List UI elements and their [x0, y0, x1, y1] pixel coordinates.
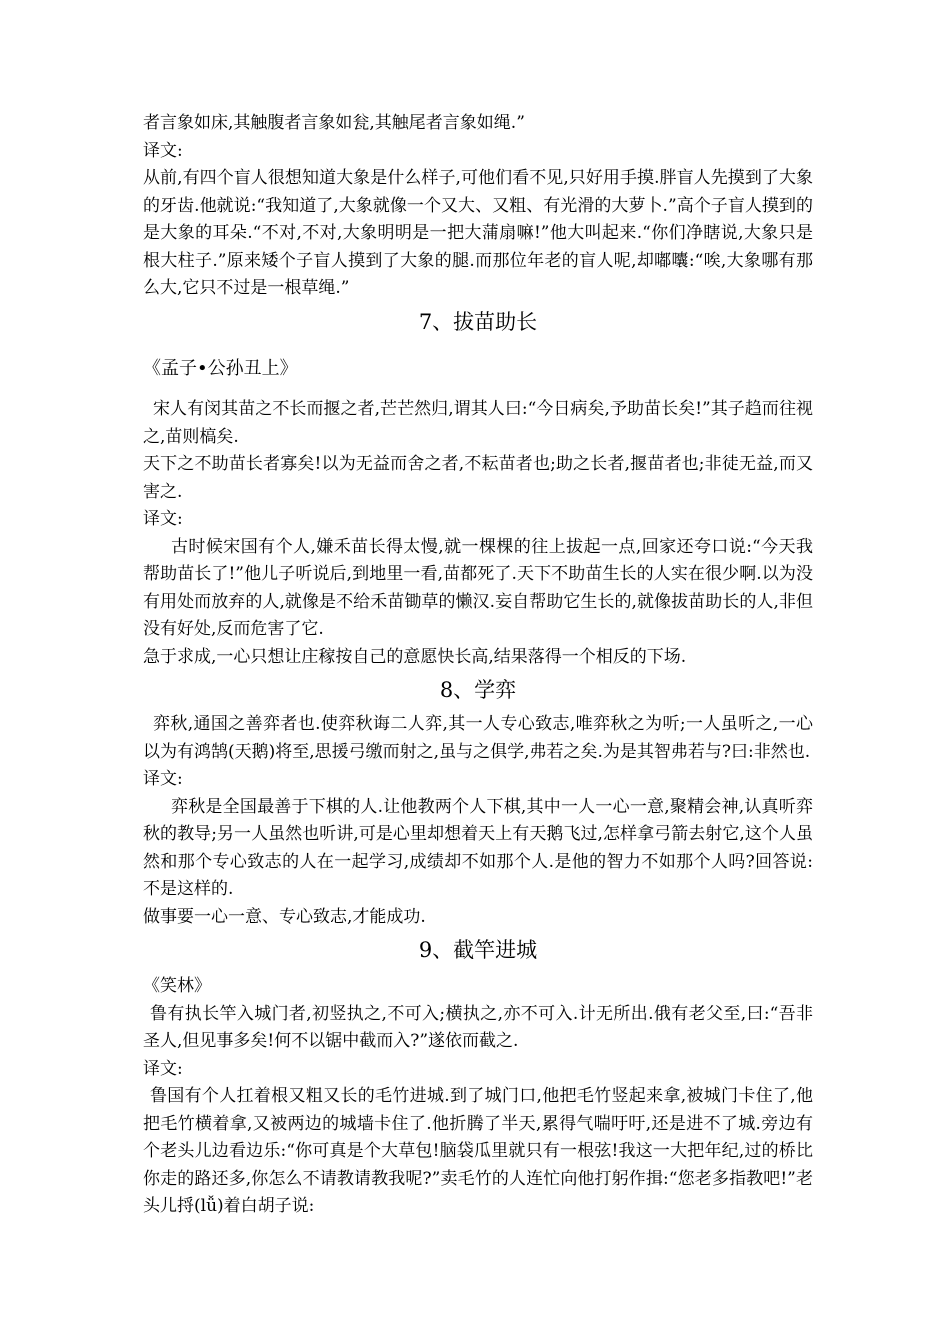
- story7-original: 宋人有闵其苗之不长而揠之者,芒芒然归,谓其人曰:“今日病矣,予助苗长矣!”其子趋而往视之,苗则槁矣.: [143, 399, 813, 447]
- story9-source: 《笑林》: [143, 976, 211, 996]
- story6-translation: 从前,有四个盲人很想知道大象是什么样子,可他们看不见,只好用手摸.胖盲人先摸到了大象的牙齿.他就说:“我知道了,大象就像一个又大、又粗、有光滑的大萝卜.”高个子盲人摸到的是大象的耳朵.“不对,不对,大象明明是一把大蒲扇嘛!”他大叫起来.“你们净瞎说,大象只是根大柱子.”原来矮个子盲人摸到了大象的腿.而那位年老的盲人呢,却嘟囔:“唉,大象哪有那么大,它只不过是一根草绳.”: [143, 168, 813, 298]
- story8-translation-label: 译文:: [143, 769, 183, 789]
- story9-translation: 鲁国有个人扛着根又粗又长的毛竹进城.到了城门口,他把毛竹竖起来拿,被城门卡住了,他把毛竹横着拿,又被两边的城墙卡住了.他折腾了半天,累得气喘吁吁,还是进不了城.旁边有个老头儿边看边乐:“你可真是个大草包!脑袋瓜里就只有一根弦!我这一大把年纪,过的桥比你走的路还多,你怎么不请教请教我呢?”卖毛竹的人连忙向他打躬作揖:“您老多指教吧!”老头儿捋(lǚ)着白胡子说:: [143, 1086, 813, 1216]
- story8-moral: 做事要一心一意、专心致志,才能成功.: [143, 906, 426, 927]
- story7-source: 《孟子•公孙丑上》: [143, 357, 298, 379]
- story7-original-2: 天下之不助苗长者寡矣!以为无益而舍之者,不耘苗者也;助之长者,揠苗者也;非徒无益,而又害之.: [143, 454, 813, 502]
- story6-translation-label: 译文:: [143, 140, 183, 161]
- story7-translation-label: 译文:: [143, 509, 183, 529]
- document-body: [143, 110, 813, 1221]
- story8-original: 弈秋,通国之善弈者也.使弈秋诲二人弈,其一人专心致志,唯弈秋之为听;一人虽听之,一心以为有鸿鹄(天鹅)将至,思援弓缴而射之,虽与之俱学,弗若之矣.为是其智弗若与?曰:非然也.: [143, 714, 813, 762]
- story7-title: 7、拔苗助长: [418, 309, 538, 334]
- story9-translation-label: 译文:: [143, 1058, 183, 1079]
- story8-title: 8、学弈: [439, 678, 517, 702]
- story9-title: 9、截竿进城: [418, 938, 538, 962]
- story6-original-tail: 者言象如床,其触腹者言象如瓮,其触尾者言象如绳.”: [143, 113, 525, 133]
- story8-translation: 弈秋是全国最善于下棋的人.让他教两个人下棋,其中一人一心一意,聚精会神,认真听弈秋的教导;另一人虽然也听讲,可是心里却想着天上有天鹅飞过,怎样拿弓箭去射它,这个人虽然和那个专心致志的人在一起学习,成绩却不如那个人.是他的智力不如那个人吗?回答说:不是这样的.: [143, 796, 813, 899]
- story9-original: 鲁有执长竿入城门者,初竖执之,不可入;横执之,亦不可入.计无所出.俄有老父至,曰:“吾非圣人,但见事多矣!何不以锯中截而入?”遂依而截之.: [143, 1003, 813, 1051]
- story7-moral: 急于求成,一心只想让庄稼按自己的意愿快长高,结果落得一个相反的下场.: [143, 646, 687, 667]
- story7-translation: 古时候宋国有个人,嫌禾苗长得太慢,就一棵棵的往上拔起一点,回家还夸口说:“今天我帮助苗长了!”他儿子听说后,到地里一看,苗都死了.天下不助苗生长的人实在很少啊.以为没有用处而放弃的人,就像是不给禾苗锄草的懒汉.妄自帮助它生长的,就像拔苗助长的人,非但没有好处,反而危害了它.: [143, 536, 813, 639]
